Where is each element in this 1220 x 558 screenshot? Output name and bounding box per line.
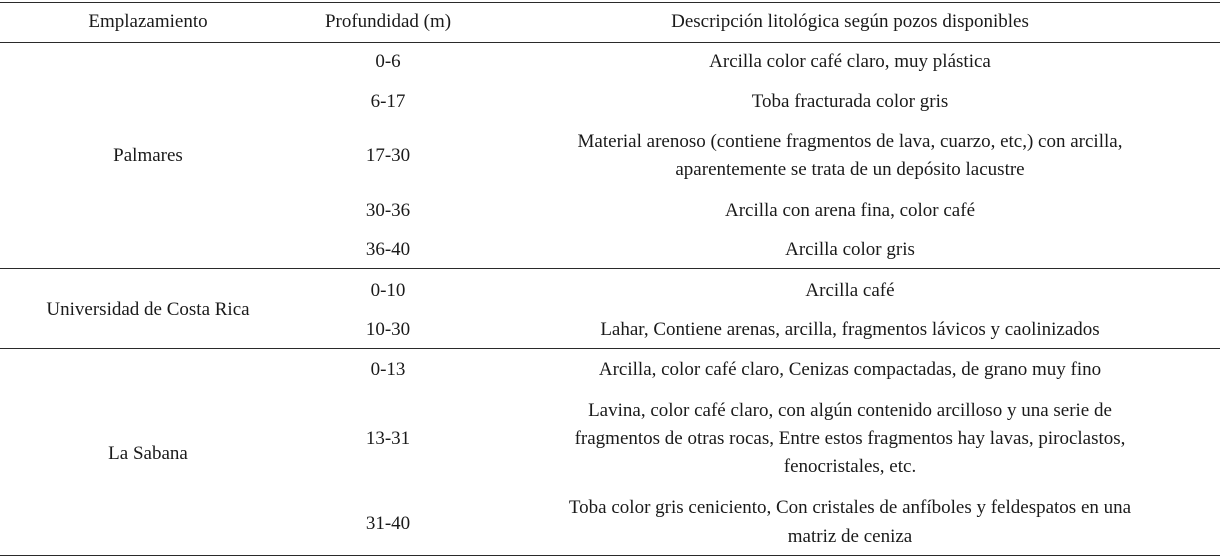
description-cell: Arcilla con arena fina, color café bbox=[724, 200, 975, 221]
description-cell: Arcilla color gris bbox=[785, 239, 915, 260]
depth-cell: 10-30 bbox=[365, 319, 411, 340]
depth-cell: 0-6 bbox=[375, 51, 401, 72]
site-label: La Sabana bbox=[108, 443, 188, 464]
description-cell: Toba fracturada color gris bbox=[751, 91, 949, 112]
depth-cell: 17-30 bbox=[365, 145, 411, 166]
depth-cell: 13-31 bbox=[365, 428, 411, 449]
header-profundidad: Profundidad (m) bbox=[324, 11, 452, 32]
site-label: Universidad de Costa Rica bbox=[46, 299, 250, 320]
description-cell: Lahar, Contiene arenas, arcilla, fragmentos lávicos y caolinizados bbox=[600, 319, 1100, 340]
description-line: Toba color gris ceniciento, Con cristales de anfíboles y feldespatos en una bbox=[568, 497, 1132, 518]
description-cell: Arcilla, color café claro, Cenizas compactadas, de grano muy fino bbox=[598, 359, 1102, 380]
group-divider-rule bbox=[0, 348, 1220, 349]
header-emplazamiento: Emplazamiento bbox=[88, 11, 208, 32]
description-cell: Arcilla café bbox=[805, 280, 895, 301]
group-divider-rule bbox=[0, 268, 1220, 269]
description-line: fenocristales, etc. bbox=[783, 456, 917, 477]
site-label: Palmares bbox=[113, 145, 183, 166]
header-descripcion: Descripción litológica según pozos disponibles bbox=[671, 11, 1029, 32]
table-top-rule bbox=[0, 2, 1220, 3]
depth-cell: 31-40 bbox=[365, 513, 411, 534]
depth-cell: 30-36 bbox=[365, 200, 411, 221]
depth-cell: 0-10 bbox=[370, 280, 406, 301]
description-line: aparentemente se trata de un depósito lacustre bbox=[675, 159, 1025, 180]
header-bottom-rule bbox=[0, 42, 1220, 43]
description-line: Lavina, color café claro, con algún contenido arcilloso y una serie de bbox=[588, 400, 1112, 421]
description-line: fragmentos de otras rocas, Entre estos fragmentos hay lavas, piroclastos, bbox=[574, 428, 1126, 449]
depth-cell: 36-40 bbox=[365, 239, 411, 260]
depth-cell: 0-13 bbox=[370, 359, 406, 380]
depth-cell: 6-17 bbox=[370, 91, 406, 112]
table-bottom-rule bbox=[0, 555, 1220, 556]
description-cell: Arcilla color café claro, muy plástica bbox=[709, 51, 991, 72]
description-line: matriz de ceniza bbox=[787, 526, 913, 547]
description-line: Material arenoso (contiene fragmentos de lava, cuarzo, etc,) con arcilla, bbox=[577, 131, 1123, 152]
